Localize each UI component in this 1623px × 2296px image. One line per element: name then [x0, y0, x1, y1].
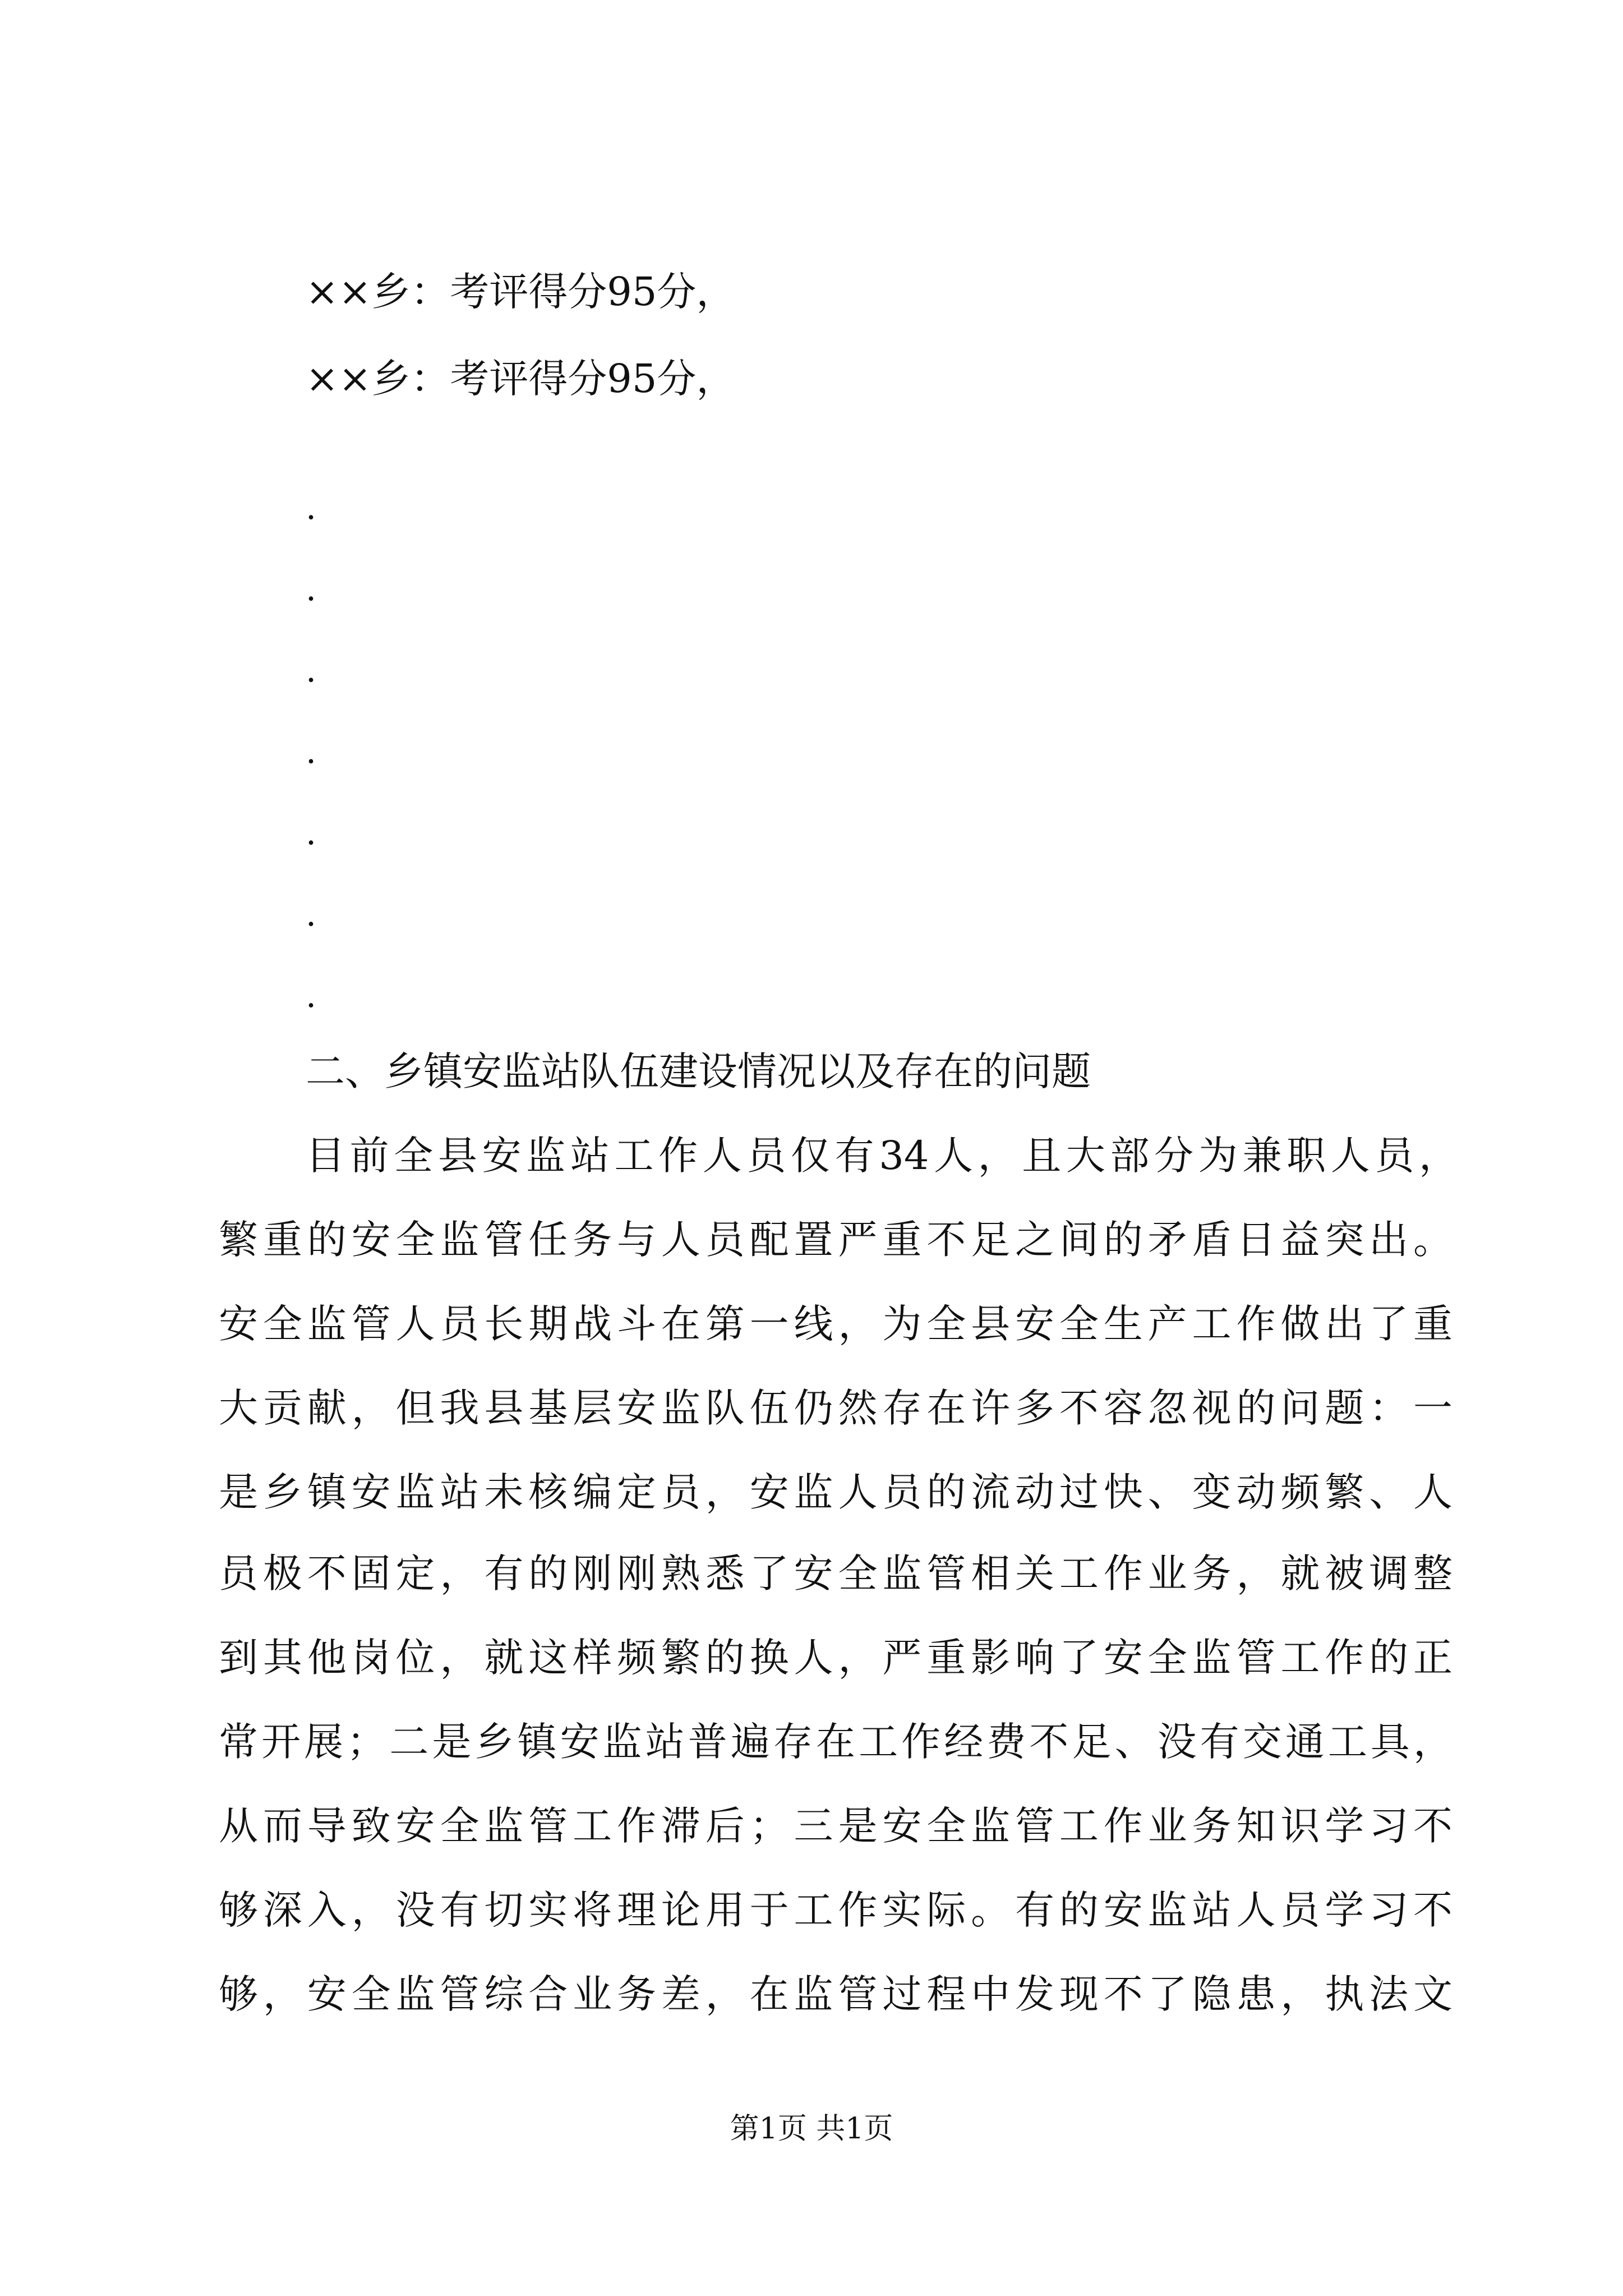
paragraph-line-7: 到其他岗位，就这样频繁的换人，严重影响了安全监管工作的正 [219, 1635, 1453, 1681]
paragraph-line-6: 员极不固定，有的刚刚熟悉了安全监管相关工作业务，就被调整 [219, 1550, 1453, 1596]
ellipsis-dot-2: . [306, 569, 317, 609]
paragraph-line-9: 从而导致安全监管工作滞后；三是安全监管工作业务知识学习不 [219, 1803, 1453, 1849]
ellipsis-dot-7: . [306, 976, 317, 1015]
page-footer: 第1页 共1页 [730, 2112, 893, 2146]
ellipsis-dot-5: . [306, 813, 317, 853]
paragraph-line-11: 够，安全监管综合业务差，在监管过程中发现不了隐患，执法文 [219, 1971, 1453, 2017]
ellipsis-dot-1: . [306, 488, 317, 527]
score-line-2: ××乡：考评得分95分， [306, 356, 736, 402]
paragraph-line-10: 够深入，没有切实将理论用于工作实际。有的安监站人员学习不 [219, 1887, 1453, 1933]
paragraph-line-1: 目前全县安监站工作人员仅有34人，且大部分为兼职人员， [306, 1133, 1458, 1179]
paragraph-line-2: 繁重的安全监管任务与人员配置严重不足之间的矛盾日益突出。 [219, 1217, 1453, 1263]
paragraph-line-3: 安全监管人员长期战斗在第一线，为全县安全生产工作做出了重 [219, 1301, 1453, 1347]
paragraph-line-5: 是乡镇安监站未核编定员，安监人员的流动过快、变动频繁、人 [219, 1469, 1453, 1515]
section-heading: 二、乡镇安监站队伍建设情况以及存在的问题 [306, 1048, 1091, 1094]
ellipsis-dot-6: . [306, 895, 317, 934]
score-line-1: ××乡：考评得分95分， [306, 269, 736, 315]
ellipsis-dot-3: . [306, 651, 317, 690]
paragraph-line-8: 常开展；二是乡镇安监站普遍存在工作经费不足、没有交通工具， [219, 1719, 1453, 1765]
ellipsis-dot-4: . [306, 732, 317, 771]
paragraph-line-4: 大贡献，但我县基层安监队伍仍然存在许多不容忽视的问题：一 [219, 1385, 1453, 1431]
